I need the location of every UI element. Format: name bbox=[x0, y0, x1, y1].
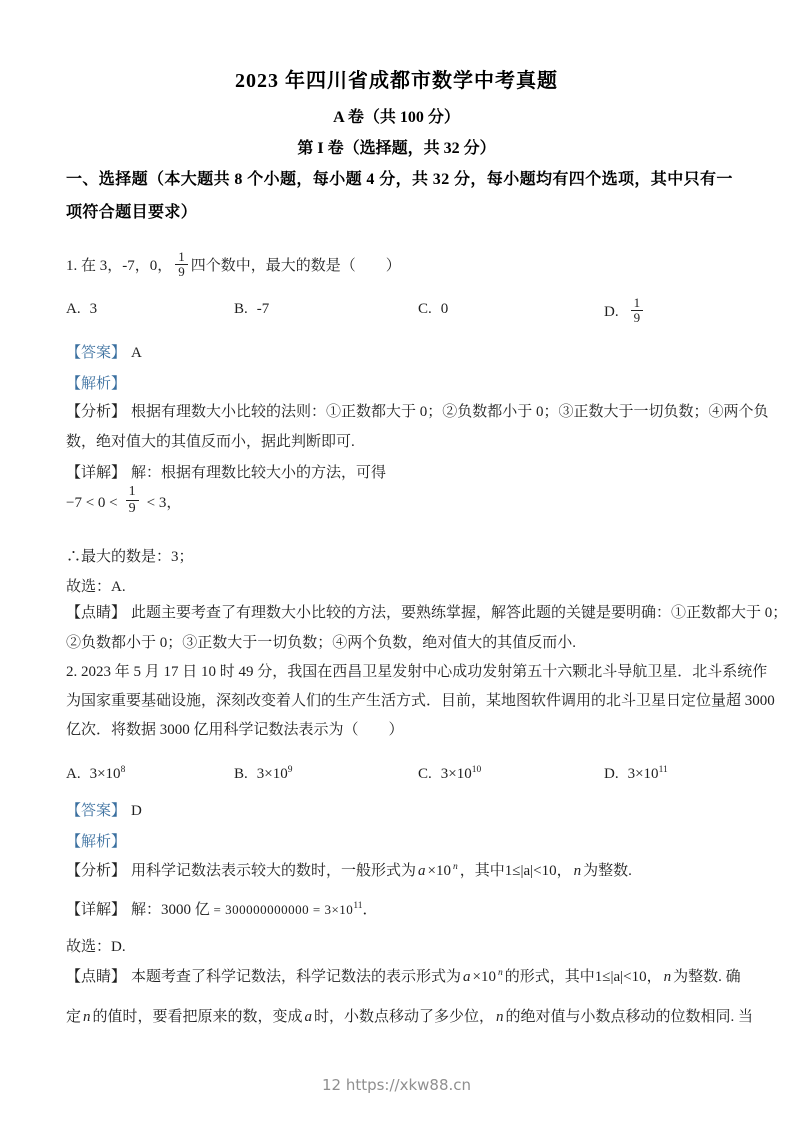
q1-option-b: B. -7 bbox=[234, 301, 270, 317]
q1-answer-value: A bbox=[131, 345, 142, 361]
section-heading-line2: 项符合题目要求） bbox=[66, 204, 198, 221]
q1-fenxi-line2: 数，绝对值大的其值反而小，据此判断即可. bbox=[66, 434, 355, 450]
math-condition: 1≤|a|<10 bbox=[594, 969, 647, 985]
jiexi-tag: 【解析】 bbox=[66, 376, 127, 392]
q1-option-c: C. 0 bbox=[418, 301, 449, 317]
q1-option-a: A. 3 bbox=[66, 301, 98, 317]
math-var-a: a bbox=[418, 863, 426, 879]
q2-answer-value: D bbox=[131, 803, 142, 819]
q1-dianjing-line2: ②负数都小于 0；③正数大于一切负数；④两个负数，绝对值大的其值反而小. bbox=[66, 635, 577, 651]
q1-stem-numbers: 3，-7，0， bbox=[99, 257, 173, 274]
math-var-a: a bbox=[304, 1009, 313, 1025]
q1-stem-prefix: 1. 在 bbox=[66, 257, 100, 274]
math-condition: 1≤|a|<10 bbox=[504, 863, 557, 879]
dianjing-tag: 【点睛】 bbox=[66, 969, 127, 985]
answer-tag: 【答案】 bbox=[66, 345, 127, 361]
q2-fenxi-line: 【分析】 用科学记数法表示较大的数时，一般形式为 a ×10 $^n$ ，其中1≤|a|<10， n 为整数. bbox=[66, 862, 632, 879]
q1-option-d-fraction: $\frac{1}{9}$ bbox=[631, 296, 644, 325]
fenxi-tag: 【分析】 bbox=[66, 404, 127, 420]
math-var-a: a bbox=[463, 969, 471, 985]
section-heading-line1: 一、选择题（本大题共 8 个小题，每小题 4 分，共 32 分，每小题均有四个选项，其中只有一 bbox=[66, 171, 733, 188]
q2-answer-line bbox=[66, 800, 142, 822]
q1-fraction: $\frac{1}{9}$ bbox=[175, 250, 188, 279]
q1-choose: 故选：A. bbox=[66, 579, 126, 595]
q2-option-a: A. $3\times 10^8$ bbox=[66, 765, 126, 782]
dianjing-tag: 【点睛】 bbox=[66, 605, 127, 621]
q1-options bbox=[66, 295, 731, 327]
q1-xiangjie-line: 【详解】 解：根据有理数比较大小的方法，可得 bbox=[66, 465, 387, 481]
xiangjie-tag: 【详解】 bbox=[66, 465, 127, 481]
q2-stem-line3: 亿次．将数据 3000 亿用科学记数法表示为（ ） bbox=[66, 722, 404, 738]
math-var-n: n bbox=[573, 863, 582, 879]
q2-option-d: D. $3\times 10^{11}$ bbox=[604, 765, 668, 782]
q1-dianjing-line1: 【点睛】 此题主要考查了有理数大小比较的方法，要熟练掌握，解答此题的关键是要明确：①正数都大于 0； bbox=[66, 605, 788, 621]
q2-xiangjie-line: 【详解】 解：3000 亿 = $300000000000 = 3\times 10^{11}$． bbox=[66, 901, 378, 918]
q2-dianjing-line2: 定 n 的值时，要看把原来的数，变成 a 时，小数点移动了多少位， n 的绝对值与小数点移动的位数相同. 当 bbox=[66, 1009, 754, 1025]
math-exp-n: n bbox=[498, 968, 503, 978]
q1-fenxi-line1: 【分析】 根据有理数大小比较的法则：①正数都大于 0；②负数都小于 0；③正数大于一切负数；④两个负 bbox=[66, 404, 769, 420]
q1-jiexi-line bbox=[66, 373, 131, 395]
q2-options bbox=[66, 763, 731, 785]
math-var-n: n bbox=[83, 1009, 91, 1025]
q2-jiexi-line bbox=[66, 831, 131, 853]
q2-option-b: B. $3\times 10^9$ bbox=[234, 765, 293, 782]
math-var-n: n bbox=[663, 969, 672, 985]
jiexi-tag: 【解析】 bbox=[66, 834, 127, 850]
subtitle-part-1: 第 I 卷（选择题，共 32 分） bbox=[297, 140, 496, 157]
q2-stem-line2: 为国家重要基础设施，深刻改变着人们的生产生活方式．目前，某地图软件调用的北斗卫星日定位量超 3000 bbox=[66, 693, 775, 709]
q2-option-c: C. $3\times 10^{10}$ bbox=[418, 765, 482, 782]
q2-choose: 故选：D. bbox=[66, 939, 126, 955]
q2-dianjing-line1: 【点睛】 本题考查了科学记数法，科学记数法的表示形式为 a ×10 $^n$ 的形式，其中1≤|a|<10， n 为整数. 确 bbox=[66, 968, 741, 985]
q1-inequality: −7 < 0 < $\frac{1}{9}$ < 3， bbox=[66, 484, 182, 516]
subtitle-a-juan: A 卷（共 100 分） bbox=[333, 109, 460, 126]
math-var-n: n bbox=[496, 1009, 504, 1025]
fenxi-tag: 【分析】 bbox=[66, 863, 127, 879]
page-footer-url: 12 https://xkw88.cn bbox=[321, 1076, 472, 1094]
q1-option-d: D. $\frac{1}{9}$ bbox=[604, 298, 731, 327]
math-exp-n: n bbox=[453, 862, 458, 872]
q2-stem-line1: 2. 2023 年 5 月 17 日 10 时 49 分，我国在西昌卫星发射中心成功发射第五十六颗北斗导航卫星．北斗系统作 bbox=[66, 664, 768, 680]
xiangjie-tag: 【详解】 bbox=[66, 902, 127, 918]
q1-conclusion: ∴最大的数是：3； bbox=[66, 549, 194, 565]
q1-stem-suffix: 四个数中，最大的数是（ ） bbox=[190, 257, 401, 274]
q1-stem bbox=[66, 249, 401, 281]
q1-answer-line bbox=[66, 342, 142, 364]
answer-tag: 【答案】 bbox=[66, 803, 127, 819]
page-title: 2023 年四川省成都市数学中考真题 bbox=[235, 70, 558, 92]
q1-inequality-fraction: $\frac{1}{9}$ bbox=[126, 484, 139, 517]
